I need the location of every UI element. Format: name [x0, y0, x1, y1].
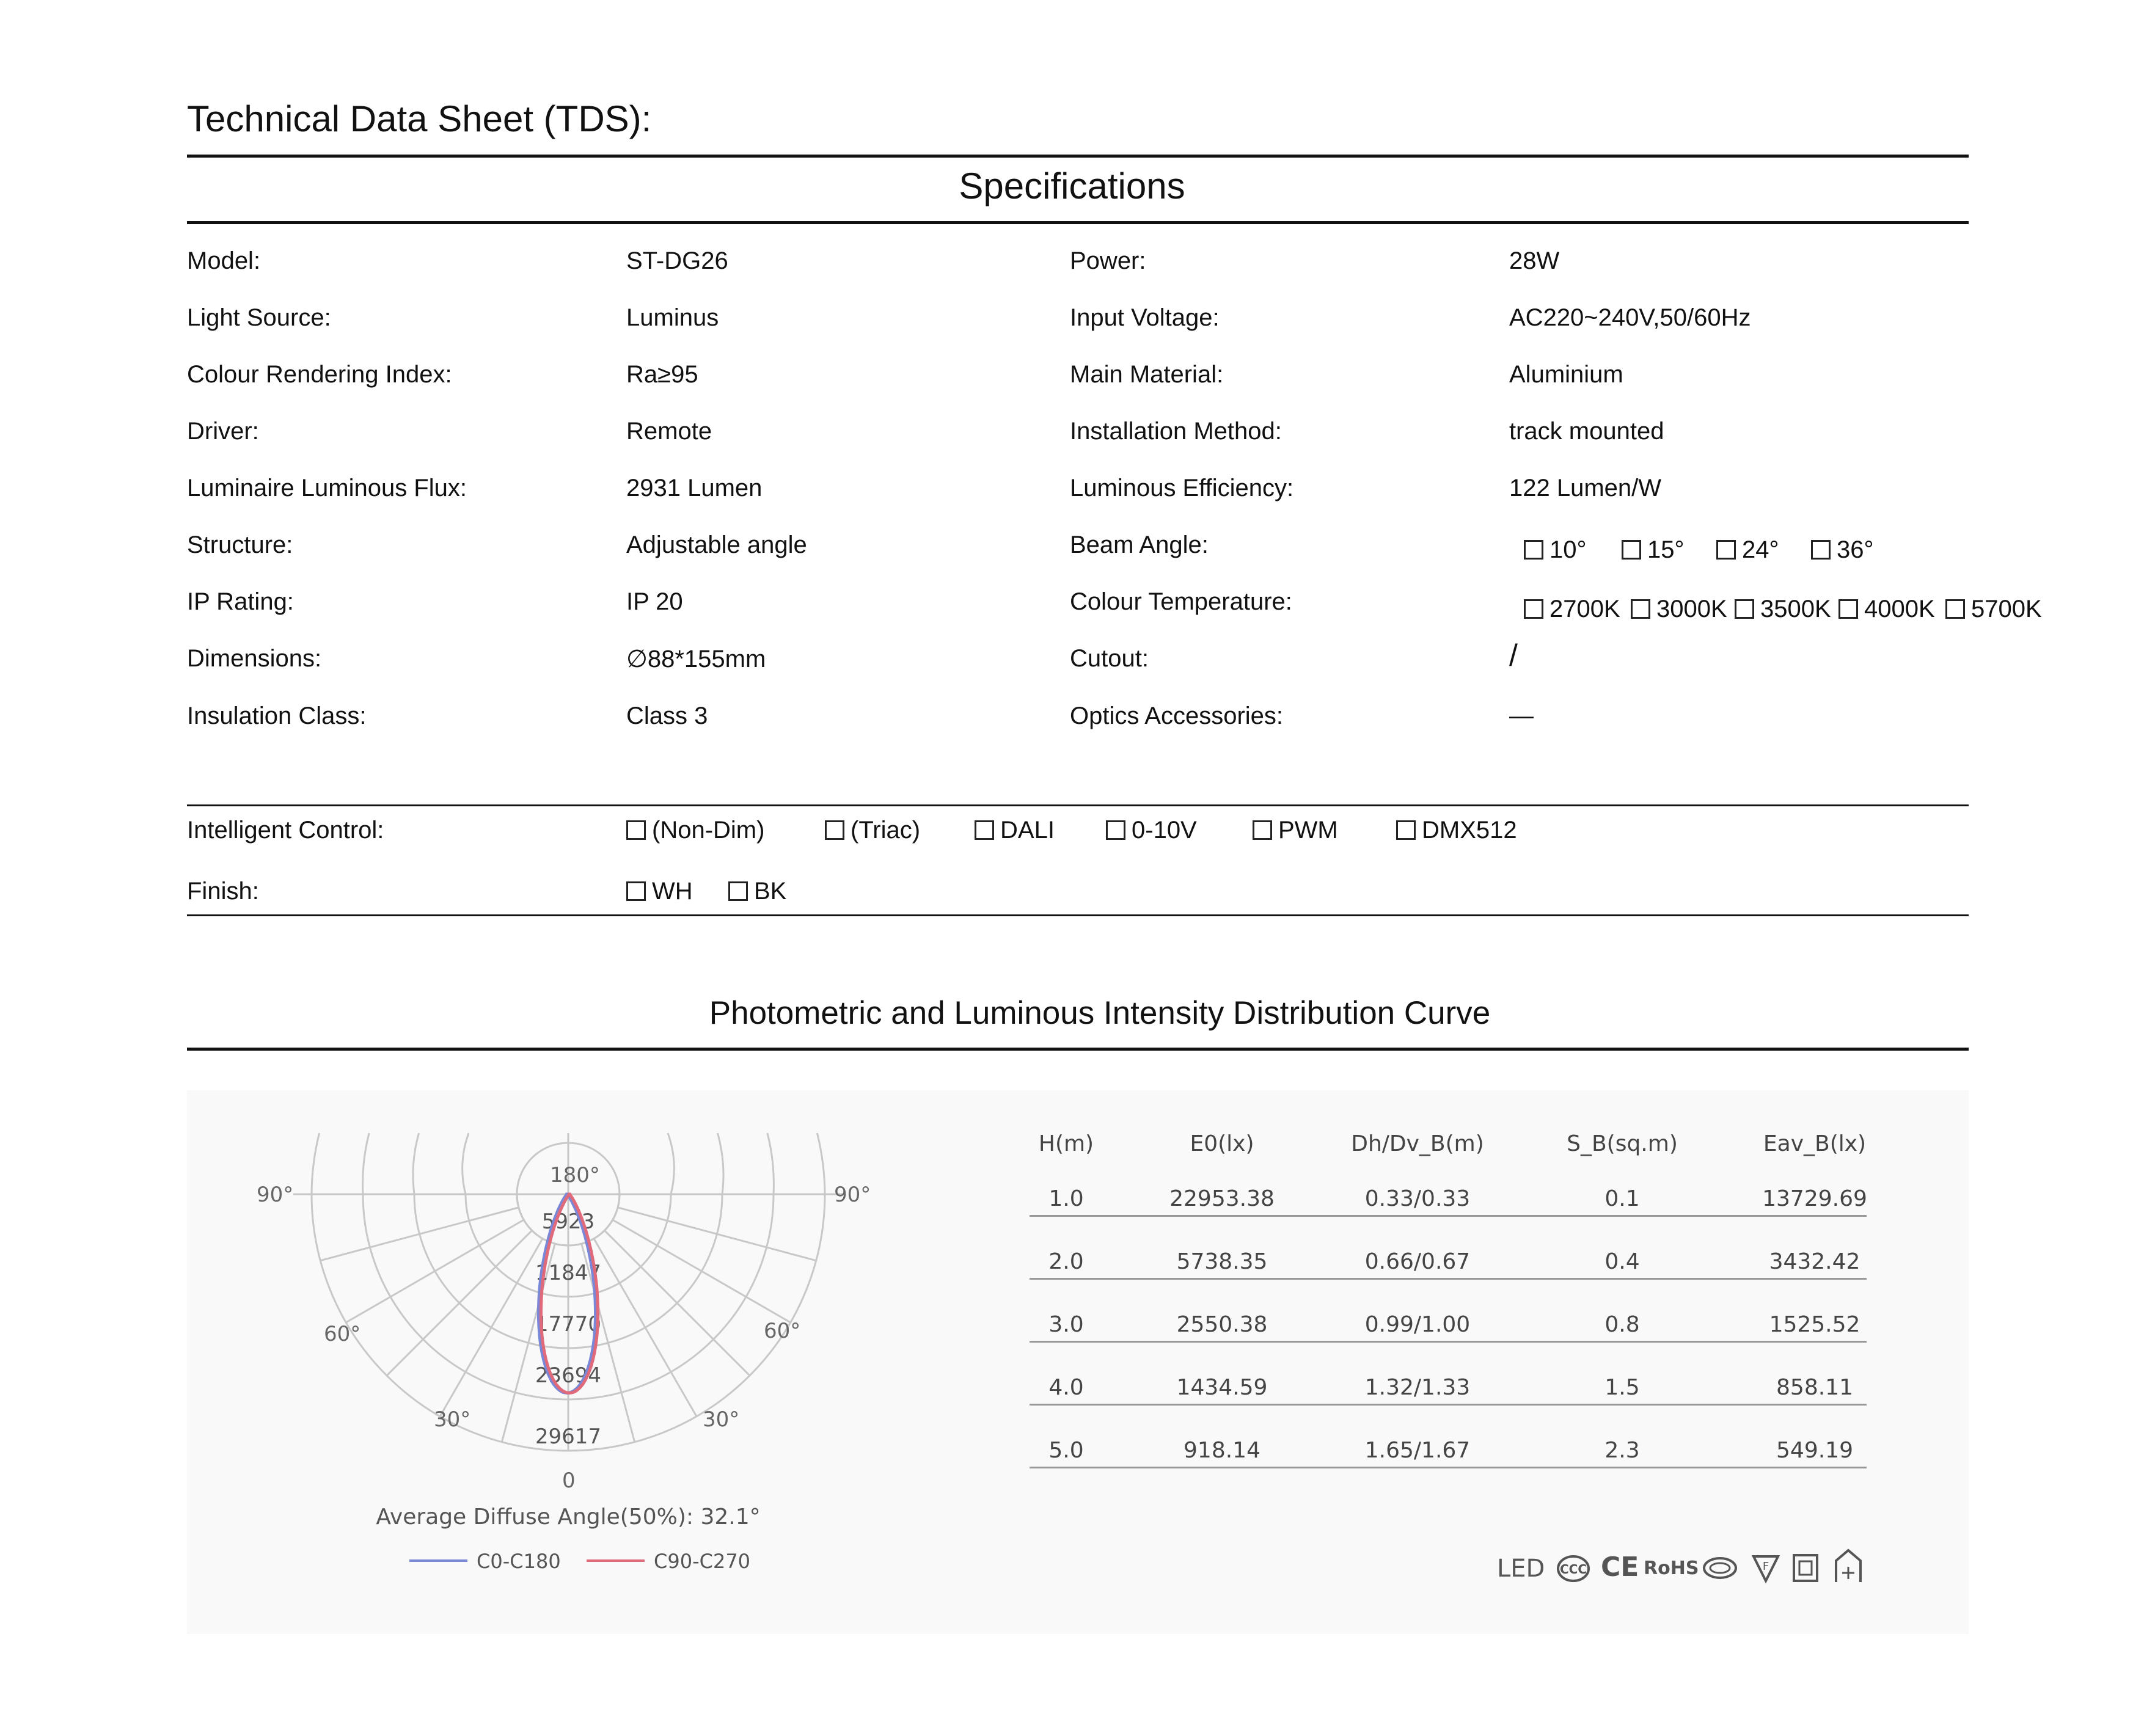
- spec-label: Structure:: [187, 531, 293, 558]
- table-cell: 1.32/1.33: [1364, 1375, 1471, 1400]
- svg-text:CCC: CCC: [1559, 1562, 1587, 1577]
- intelligent-control-option[interactable]: [1106, 817, 1197, 844]
- table-row-line: [1030, 1404, 1867, 1406]
- rohs-mark: RoHS: [1644, 1558, 1699, 1579]
- spec-value: ST-DG26: [626, 247, 728, 274]
- grid-ring: [767, 1133, 774, 1194]
- colour-temperature-option[interactable]: [1524, 596, 1620, 623]
- table-cell: 0.8: [1604, 1312, 1640, 1337]
- angle-label: 60°: [324, 1322, 361, 1346]
- led-mark: LED: [1497, 1555, 1545, 1583]
- angle-label: 60°: [764, 1319, 801, 1343]
- checkbox[interactable]: [975, 820, 994, 840]
- intelligent-control-option[interactable]: [975, 817, 1055, 844]
- ccc-icon: [1555, 1550, 1592, 1587]
- finish-option-label: BK: [754, 878, 787, 905]
- beam-angle-option[interactable]: [1716, 536, 1779, 564]
- table-cell: 2.0: [1048, 1249, 1084, 1274]
- class-2-icon: [1790, 1552, 1821, 1585]
- table-cell: 22953.38: [1169, 1186, 1275, 1211]
- beam-angle-option-label: 36°: [1837, 536, 1874, 563]
- spec-value: Adjustable angle: [626, 531, 807, 558]
- checkbox[interactable]: [626, 881, 646, 901]
- spec-label: Colour Temperature:: [1070, 588, 1292, 615]
- beam-angle-option[interactable]: [1622, 536, 1685, 564]
- intelligent-control-option-label: PWM: [1278, 817, 1338, 844]
- colour-temperature-option-label: 3000K: [1656, 596, 1727, 622]
- spec-value: —: [1509, 702, 1534, 729]
- angle-label: 90°: [834, 1183, 871, 1207]
- table-cell: 5.0: [1048, 1438, 1084, 1463]
- radial-label: 29617: [535, 1424, 602, 1449]
- checkbox[interactable]: [1524, 599, 1543, 619]
- spec-value: Class 3: [626, 702, 708, 729]
- intelligent-control-option[interactable]: [825, 817, 920, 844]
- spec-label: Luminous Efficiency:: [1070, 475, 1294, 501]
- grid-ring: [363, 1133, 369, 1194]
- table-cell: 2550.38: [1176, 1312, 1268, 1337]
- checkbox[interactable]: [1838, 599, 1858, 619]
- table-cell: 0.4: [1604, 1249, 1640, 1274]
- finish-option[interactable]: [728, 878, 786, 905]
- table-cell: 5738.35: [1176, 1249, 1268, 1274]
- colour-temperature-option-label: 3500K: [1760, 596, 1831, 622]
- intelligent-control-option-label: DMX512: [1422, 817, 1517, 844]
- radial-label: 5923: [541, 1209, 595, 1234]
- grid-spoke: [618, 1208, 816, 1261]
- table-row-line: [1030, 1215, 1867, 1217]
- controls-top-rule: [187, 804, 1969, 806]
- spec-value: 2931 Lumen: [626, 475, 763, 501]
- polar-chart-svg: [244, 1093, 953, 1600]
- checkbox[interactable]: [1716, 540, 1736, 560]
- intelligent-control-option-label: 0-10V: [1132, 817, 1197, 844]
- intelligent-control-option[interactable]: [1396, 817, 1517, 844]
- intelligent-control-option-label: (Triac): [851, 817, 921, 844]
- colour-temperature-option-label: 5700K: [1971, 596, 2042, 622]
- title-rule: [187, 155, 1969, 158]
- colour-temperature-option[interactable]: [1735, 596, 1831, 623]
- legend-label: C0-C180: [477, 1550, 561, 1573]
- table-row-line: [1030, 1341, 1867, 1343]
- spec-label: IP Rating:: [187, 588, 294, 615]
- radial-label: 23694: [535, 1363, 602, 1388]
- spec-label: Beam Angle:: [1070, 531, 1209, 558]
- checkbox[interactable]: [1735, 599, 1754, 619]
- angle-label: 30°: [434, 1407, 471, 1432]
- grid-spoke: [594, 1239, 697, 1417]
- spec-value: IP 20: [626, 588, 683, 615]
- checkbox[interactable]: [626, 820, 646, 840]
- table-cell: 1.65/1.67: [1364, 1438, 1471, 1463]
- grid-ring: [717, 1133, 723, 1194]
- checkbox[interactable]: [1396, 820, 1416, 840]
- grid-spoke: [387, 1230, 532, 1376]
- grid-ring: [817, 1133, 825, 1194]
- spec-value: 122 Lumen/W: [1509, 475, 1662, 501]
- spec-label: Luminaire Luminous Flux:: [187, 475, 467, 501]
- table-cell: 918.14: [1184, 1438, 1260, 1463]
- checkbox[interactable]: [1524, 540, 1543, 560]
- checkbox[interactable]: [1811, 540, 1831, 560]
- table-row-line: [1030, 1278, 1867, 1280]
- grid-ring: [463, 1133, 469, 1194]
- spec-label: Model:: [187, 247, 261, 274]
- checkbox[interactable]: [1631, 599, 1650, 619]
- checkbox[interactable]: [1622, 540, 1641, 560]
- spec-label: Insulation Class:: [187, 702, 367, 729]
- spec-label: Main Material:: [1070, 361, 1224, 388]
- table-header: Dh/Dv_B(m): [1351, 1131, 1484, 1156]
- table-cell: 0.33/0.33: [1364, 1186, 1471, 1211]
- specs-rule: [187, 221, 1969, 224]
- table-cell: 2.3: [1604, 1438, 1640, 1463]
- spec-label: Cutout:: [1070, 645, 1149, 672]
- table-cell: 0.66/0.67: [1364, 1249, 1471, 1274]
- f-mark-icon: [1751, 1552, 1781, 1585]
- beam-angle-option-label: 10°: [1549, 536, 1587, 563]
- angle-label: 30°: [703, 1407, 740, 1432]
- spec-value: 28W: [1509, 247, 1560, 274]
- table-cell: 0.99/1.00: [1364, 1312, 1471, 1337]
- table-cell: 1434.59: [1176, 1375, 1268, 1400]
- spec-value: Remote: [626, 418, 712, 445]
- grid-spoke: [440, 1239, 543, 1417]
- indoor-use-icon: [1830, 1545, 1867, 1585]
- table-cell: 3.0: [1048, 1312, 1084, 1337]
- grid-spoke: [320, 1208, 519, 1261]
- cqc-icon: [1702, 1553, 1738, 1583]
- checkbox[interactable]: [1253, 820, 1272, 840]
- grid-ring: [413, 1133, 419, 1194]
- spec-label: Power:: [1070, 247, 1146, 274]
- radial-label: 11847: [535, 1261, 602, 1285]
- table-cell: 1525.52: [1769, 1312, 1860, 1337]
- grid-ring: [312, 1133, 320, 1194]
- table-header: Eav_B(lx): [1763, 1131, 1867, 1156]
- table-cell: 1.5: [1604, 1375, 1640, 1400]
- intelligent-control-option[interactable]: [626, 817, 764, 844]
- table-header: S_B(sq.m): [1567, 1131, 1678, 1156]
- table-cell: 13729.69: [1762, 1186, 1867, 1211]
- angle-label: 180°: [550, 1163, 600, 1187]
- spec-value: Luminus: [626, 304, 719, 331]
- specs-heading: Specifications: [959, 166, 1185, 206]
- photometric-rule: [187, 1048, 1969, 1051]
- chart-caption: Average Diffuse Angle(50%): 32.1°: [376, 1504, 761, 1530]
- spec-label: Optics Accessories:: [1070, 702, 1284, 729]
- checkbox[interactable]: [825, 820, 844, 840]
- angle-label: 0: [562, 1468, 576, 1493]
- colour-temperature-option-label: 2700K: [1549, 596, 1620, 622]
- colour-temperature-option[interactable]: [1838, 596, 1935, 623]
- grid-spoke: [604, 1230, 750, 1376]
- table-cell: 4.0: [1048, 1375, 1084, 1400]
- grid-spoke: [613, 1220, 791, 1322]
- colour-temperature-option-label: 4000K: [1864, 596, 1935, 622]
- page-title: Technical Data Sheet (TDS):: [187, 98, 652, 139]
- table-cell: 3432.42: [1769, 1249, 1860, 1274]
- svg-text:F: F: [1762, 1560, 1769, 1573]
- finish-label: Finish:: [187, 878, 259, 905]
- finish-option[interactable]: [626, 878, 693, 905]
- colour-temperature-option[interactable]: [1631, 596, 1727, 623]
- photometric-heading: Photometric and Luminous Intensity Distribution Curve: [709, 995, 1491, 1031]
- spec-label: Installation Method:: [1070, 418, 1282, 445]
- table-cell: 549.19: [1776, 1438, 1853, 1463]
- spec-label: Input Voltage:: [1070, 304, 1220, 331]
- spec-value: /: [1509, 638, 1518, 673]
- beam-angle-option-label: 24°: [1742, 536, 1779, 563]
- spec-value: track mounted: [1509, 418, 1664, 445]
- intelligent-control-option[interactable]: [1253, 817, 1338, 844]
- radial-label: 17770: [535, 1312, 602, 1337]
- spec-label: Light Source:: [187, 304, 331, 331]
- beam-angle-option[interactable]: [1524, 536, 1587, 564]
- intelligent-control-label: Intelligent Control:: [187, 817, 384, 844]
- table-cell: 0.1: [1604, 1186, 1640, 1211]
- checkbox[interactable]: [1106, 820, 1125, 840]
- spec-value: Ra≥95: [626, 361, 698, 388]
- angle-label: 90°: [257, 1183, 294, 1207]
- ce-mark: CE: [1601, 1552, 1639, 1583]
- table-header: E0(lx): [1190, 1131, 1254, 1156]
- table-row-line: [1030, 1467, 1867, 1468]
- table-cell: 1.0: [1048, 1186, 1084, 1211]
- checkbox[interactable]: [1945, 599, 1965, 619]
- grid-ring: [668, 1133, 674, 1194]
- grid-spoke: [346, 1220, 524, 1322]
- legend-label: C90-C270: [654, 1550, 751, 1573]
- spec-value: ∅88*155mm: [626, 646, 766, 673]
- spec-value: Aluminium: [1509, 361, 1623, 388]
- finish-option-label: WH: [652, 878, 693, 905]
- beam-angle-option-label: 15°: [1647, 536, 1685, 563]
- controls-bottom-rule: [187, 914, 1969, 916]
- spec-label: Colour Rendering Index:: [187, 361, 452, 388]
- spec-label: Dimensions:: [187, 645, 322, 672]
- beam-angle-option[interactable]: [1811, 536, 1874, 564]
- intelligent-control-option-label: (Non-Dim): [652, 817, 765, 844]
- spec-value: AC220~240V,50/60Hz: [1509, 304, 1751, 331]
- polar-chart: [244, 1093, 953, 1600]
- table-cell: 858.11: [1776, 1375, 1853, 1400]
- checkbox[interactable]: [728, 881, 748, 901]
- intelligent-control-option-label: DALI: [1000, 817, 1055, 844]
- spec-label: Driver:: [187, 418, 259, 445]
- colour-temperature-option[interactable]: [1945, 596, 2042, 623]
- table-header: H(m): [1038, 1131, 1094, 1156]
